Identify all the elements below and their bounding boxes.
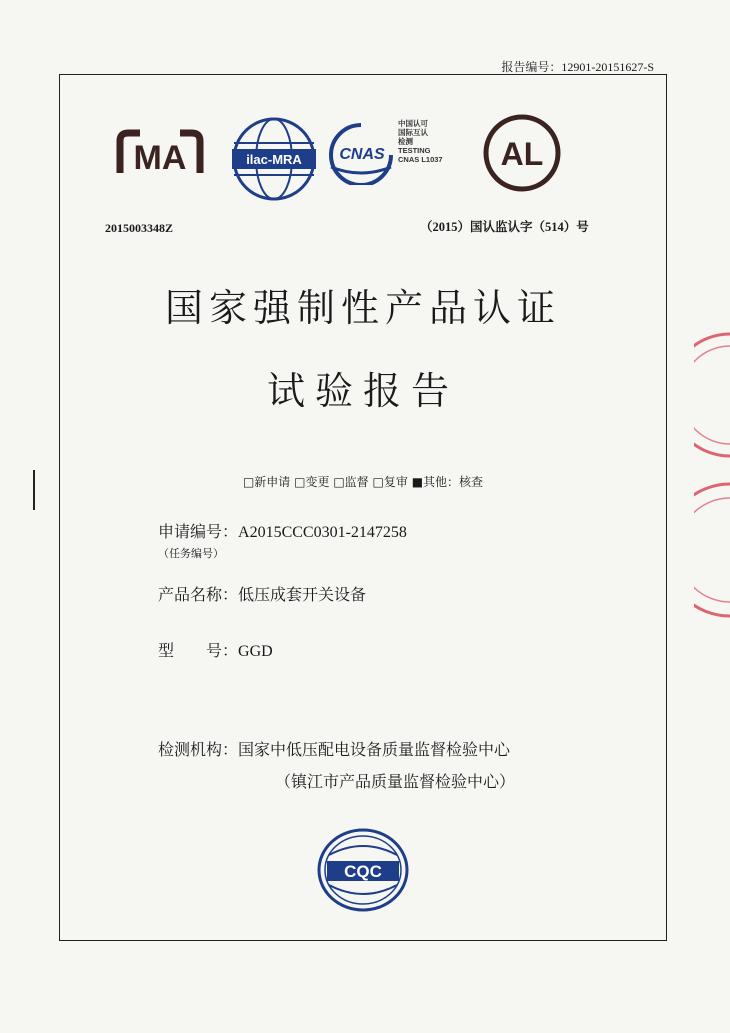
cqc-emblem-icon <box>315 825 411 915</box>
application-value: A2015CCC0301-2147258 <box>238 524 407 541</box>
option-supervision: □监督 <box>333 475 369 489</box>
org-label: 检测机构： <box>158 740 239 759</box>
svg-text:CQC: CQC <box>344 862 382 881</box>
cma-logo <box>110 123 210 187</box>
svg-text:ilac-MRA: ilac-MRA <box>246 152 302 167</box>
seal-icon <box>694 330 730 460</box>
application-label: 申请编号： <box>158 522 239 541</box>
cnas-logo <box>325 121 397 189</box>
option-review: □复审 <box>372 475 408 489</box>
report-type-options <box>60 473 666 490</box>
svg-text:CNAS: CNAS <box>339 146 385 163</box>
cqc-logo <box>315 825 411 919</box>
al-logo <box>480 111 564 199</box>
org-value: 国家中低压配电设备质量监督检验中心 <box>238 740 511 759</box>
model-label: 型 号： <box>158 641 239 660</box>
binding-mark <box>33 470 35 510</box>
cma-logo-icon <box>110 123 210 183</box>
product-name-row <box>158 582 366 605</box>
certification-logos <box>60 103 666 233</box>
sub-title: 试验报告 <box>266 369 459 413</box>
task-number-label: （任务编号） <box>158 547 224 560</box>
al-circle-icon <box>480 111 564 195</box>
cma-code: 2015003348Z <box>105 221 174 235</box>
org-subtitle: （镇江市产品质量监督检验中心） <box>275 772 516 791</box>
seal-icon <box>694 480 730 620</box>
main-title: 国家强制性产品认证 <box>164 286 561 330</box>
monitor-code: （2015）国认监认字（514）号 <box>420 220 589 234</box>
report-number: 报告编号：12901-20151627-S <box>501 60 654 74</box>
option-other: ■其他：核查 <box>411 475 484 489</box>
svg-text:MA: MA <box>133 139 187 177</box>
option-new: □新申请 <box>242 475 291 489</box>
svg-text:AL: AL <box>500 136 544 172</box>
cnas-icon <box>325 121 397 185</box>
model-row <box>158 638 273 661</box>
red-seal-stamp-top <box>694 330 730 460</box>
model-value: GGD <box>238 643 273 660</box>
application-number-row <box>158 519 407 542</box>
ilac-mra-logo <box>230 113 318 209</box>
option-change: □变更 <box>294 475 330 489</box>
red-seal-stamp-bottom <box>694 480 730 620</box>
product-value: 低压成套开关设备 <box>238 587 367 604</box>
report-cover-frame <box>59 74 667 941</box>
product-label: 产品名称： <box>158 585 239 604</box>
cnas-caption: 中国认可 国际互认 检测 TESTING CNAS L1037 <box>398 119 443 164</box>
testing-organization-row <box>158 737 510 760</box>
ilac-globe-icon <box>230 113 318 205</box>
